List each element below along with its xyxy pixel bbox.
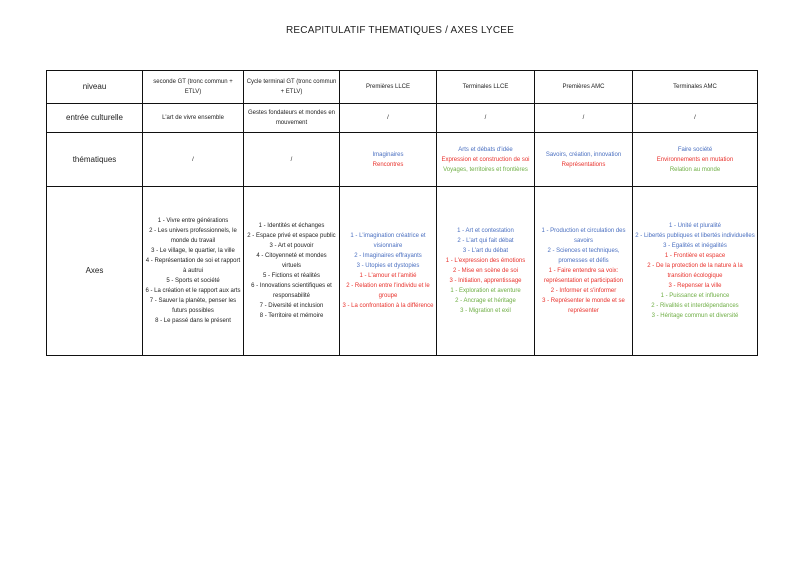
axe-item: 7 - Diversité et inclusion [259, 303, 324, 309]
axe-item: 1 - Puissance et influence [660, 293, 730, 299]
axe-item: 3 - Migration et exil [460, 308, 511, 314]
niveau-cell: Premières AMC [535, 71, 633, 104]
axe-item: 1 - L'amour et l'amitié [359, 273, 417, 279]
row-header-niveau: niveau [47, 71, 143, 104]
axe-item: 1 - L'imagination créatrice et visionnaire [350, 233, 426, 249]
niveau-cell: Terminales AMC [633, 71, 758, 104]
axe-item: 3 - Représenter le monde et se représenter [542, 298, 625, 314]
axe-item: 2 - Les univers professionnels, le monde du travail [149, 228, 237, 244]
niveau-cell: Premières LLCE [340, 71, 437, 104]
axe-item: 1 - L'expression des émotions [445, 258, 526, 264]
axe-item: 4 - Citoyenneté et mondes virtuels [256, 253, 327, 269]
axe-item: 1 - Unité et pluralité [668, 223, 722, 229]
row-header-thematiques: thématiques [47, 133, 143, 187]
row-header-entree-culturelle: entrée culturelle [47, 104, 143, 133]
row-thematiques [47, 133, 758, 187]
axe-item: 1 - Frontière et espace [664, 253, 726, 259]
axe-item: 6 - Innovations scientifiques et responsabilité [251, 283, 332, 299]
axes-cell [535, 187, 633, 356]
axe-item: 5 - Sports et société [166, 278, 220, 284]
row-entree-culturelle [47, 104, 758, 133]
row-header-axes: Axes [47, 187, 143, 356]
axe-item: 7 - Sauver la planète, penser les futurs possibles [149, 298, 237, 314]
axe-item: 1 - Production et circulation des savoirs [541, 228, 626, 244]
axe-item: 3 - Utopies et dystopies [356, 263, 420, 269]
axe-item: 3 - L'art du débat [462, 248, 509, 254]
document-title: RECAPITULATIF THEMATIQUES / AXES LYCEE [285, 25, 515, 36]
entree-culturelle-cell: L'art de vivre ensemble [143, 104, 244, 133]
thematiques-cell [535, 133, 633, 187]
thematique-item: Relation au monde [669, 166, 721, 173]
axe-item: 2 - Espace privé et espace public [247, 233, 336, 239]
thematiques-cell [633, 133, 758, 187]
axe-item: 3 - Art et pouvoir [269, 243, 314, 249]
axes-cell [437, 187, 535, 356]
axe-item: 6 - La création et le rapport aux arts [145, 288, 241, 294]
thematique-item: Rencontres [372, 161, 404, 168]
axe-item: 2 - Mise en scène de soi [452, 268, 519, 274]
niveau-cell: seconde GT (tronc commun + ETLV) [143, 71, 244, 104]
thematiques-cell [143, 133, 244, 187]
thematique-item: Environnements en mutation [656, 156, 734, 163]
axe-item: 2 - De la protection de la nature à la transition écologique [647, 263, 743, 279]
thematique-item: Savoirs, création, innovation [545, 151, 622, 158]
axes-cell [340, 187, 437, 356]
recap-table [46, 70, 758, 356]
entree-culturelle-cell: / [340, 104, 437, 133]
axe-item: 3 - Le village, le quartier, la ville [151, 248, 235, 254]
niveau-cell: Cycle terminal GT (tronc commun + ETLV) [244, 71, 340, 104]
thematique-item: Expression et construction de soi [441, 156, 530, 163]
axe-item: 2 - Informer et s'informer [550, 288, 617, 294]
axe-item: 1 - Art et contestation [457, 228, 514, 234]
axe-item: 3 - Héritage commun et diversité [651, 313, 739, 319]
axe-item: 8 - Le passé dans le présent [155, 318, 231, 324]
thematique-item: Faire société [677, 146, 713, 153]
thematique-item: / [192, 156, 194, 163]
axe-item: 4 - Représentation de soi et rapport à autrui [145, 258, 241, 274]
axe-item: 2 - L'art qui fait débat [457, 238, 514, 244]
axe-item: 2 - Ancrage et héritage [455, 298, 516, 304]
axe-item: 3 - Egalités et inégalités [663, 243, 727, 249]
axe-item: 2 - Imaginaires effrayants [354, 253, 422, 259]
axe-item: 1 - Vivre entre générations [157, 218, 229, 224]
axe-item: 5 - Fictions et réalités [262, 273, 321, 279]
axe-item: 8 - Territoire et mémoire [259, 313, 324, 319]
axe-item: 1 - Faire entendre sa voix: représentation et participation [543, 268, 624, 284]
entree-culturelle-cell: / [437, 104, 535, 133]
axe-item: 1 - Exploration et aventure [450, 288, 521, 294]
thematique-item: Imaginaires [372, 151, 404, 158]
row-niveau [47, 71, 758, 104]
thematique-item: Voyages, territoires et frontières [443, 166, 528, 173]
niveau-cell: Terminales LLCE [437, 71, 535, 104]
axe-item: 2 - Rivalités et interdépendances [651, 303, 739, 309]
thematique-item: Représentations [561, 161, 606, 168]
thematiques-cell [340, 133, 437, 187]
thematique-item: Arts et débats d'idée [458, 146, 513, 153]
axe-item: 2 - Relation entre l'individu et le groupe [346, 283, 430, 299]
axe-item: 2 - Sciences et techniques, promesses et défis [547, 248, 620, 264]
thematiques-cell [244, 133, 340, 187]
axes-cell [143, 187, 244, 356]
axe-item: 3 - La confrontation à la différence [342, 303, 434, 309]
axes-cell [633, 187, 758, 356]
entree-culturelle-cell: / [633, 104, 758, 133]
thematique-item: / [290, 156, 293, 163]
entree-culturelle-cell: / [535, 104, 633, 133]
axe-item: 3 - Initiation, apprentissage [449, 278, 522, 284]
thematiques-cell [437, 133, 535, 187]
axe-item: 1 - Identités et échanges [258, 223, 325, 229]
entree-culturelle-cell: Gestes fondateurs et mondes en mouvement [244, 104, 340, 133]
axe-item: 3 - Repenser la ville [668, 283, 722, 289]
axes-cell [244, 187, 340, 356]
row-axes [47, 187, 758, 356]
axe-item: 2 - Libertés publiques et libertés individuelles [635, 233, 755, 239]
